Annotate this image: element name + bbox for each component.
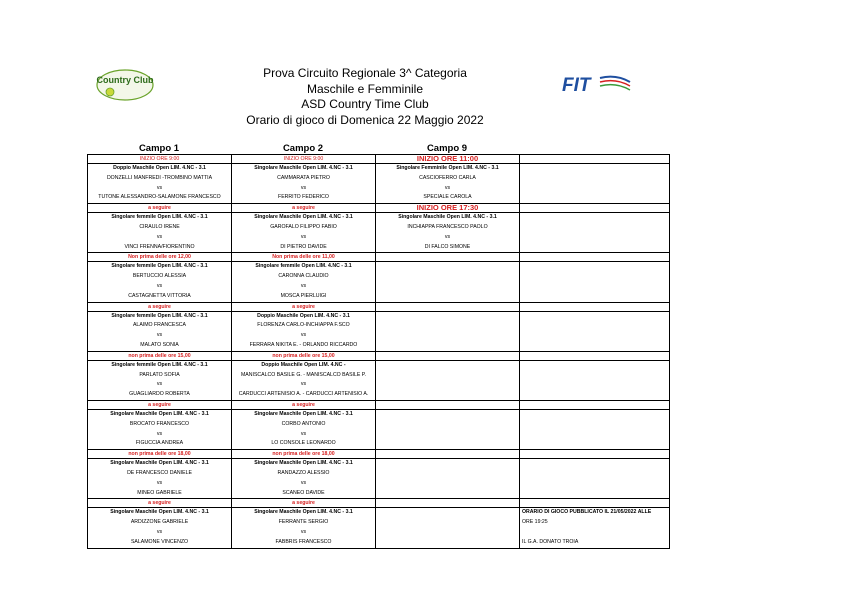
player-two: CARDUCCI ARTENISIO A. - CARDUCCI ARTENISIO A.: [238, 391, 369, 398]
separator-cell: [232, 400, 376, 409]
match-category: [522, 164, 669, 174]
match-cell: [520, 360, 670, 400]
match-category: [376, 459, 519, 469]
player-two: SPECIALE CAROLA: [423, 194, 472, 201]
versus-label: [522, 380, 669, 390]
title-line-2: Maschile e Femminile: [306, 81, 424, 96]
player-one: FERRANTE SERGIO: [278, 519, 329, 526]
match-category: [522, 262, 669, 272]
match-cell: [88, 164, 232, 204]
page-title: [200, 66, 530, 128]
versus-label: vs: [156, 184, 163, 191]
match-category: [376, 262, 519, 272]
separator-label: [376, 401, 519, 409]
player-one: FLORENZA CARLO-INCHIAPPA F.SCO: [257, 322, 350, 329]
separator-label: non prima delle ore 15,00: [128, 352, 191, 359]
player-two: [522, 193, 669, 203]
separator-label: a seguire: [292, 205, 315, 212]
match-category: Doppio Maschile Open LIM. 4.NC -: [261, 361, 346, 368]
versus-label: vs: [156, 332, 163, 339]
match-category: Singolare Maschile Open LIM. 4.NC - 3.1: [110, 509, 209, 516]
match-category: ORARIO DI GIOCO PUBBLICATO IL 21/05/2022 ALLE: [522, 509, 652, 516]
versus-label: vs: [300, 430, 307, 437]
player-two: [522, 243, 669, 253]
match-category: Singolare Maschile Open LIM. 4.NC - 3.1: [110, 460, 209, 467]
match-category: Singolare femmile Open LIM. 4.NC - 3.1: [111, 361, 208, 368]
match-cell: [520, 213, 670, 253]
title-line-4: Orario di gioco di Domenica 22 Maggio 2022: [246, 112, 484, 127]
player-one: [522, 223, 669, 233]
versus-label: [376, 528, 519, 538]
match-category: [376, 361, 519, 371]
player-two: [522, 489, 669, 499]
player-two: FERRARA NIKITA E. - ORLANDO RICCARDO: [249, 341, 358, 348]
start-time-label: INIZIO ORE 9:00: [139, 156, 180, 162]
separator-label: a seguire: [292, 303, 315, 310]
match-cell: [232, 164, 376, 204]
player-one: [376, 469, 519, 479]
match-category: [522, 459, 669, 469]
separator-row: [88, 302, 670, 311]
versus-label: [376, 479, 519, 489]
match-cell: [520, 508, 670, 548]
separator-row: [88, 400, 670, 409]
schedule-table: [87, 154, 670, 549]
match-cell: [232, 459, 376, 499]
player-one: BROCATO FRANCESCO: [129, 420, 190, 427]
match-row: [88, 213, 670, 253]
separator-label: a seguire: [148, 401, 171, 408]
start-time-label: INIZIO ORE 9:00: [283, 156, 324, 162]
separator-label: [376, 253, 519, 261]
title-line-3: ASD Country Time Club: [301, 97, 429, 111]
separator-label: a seguire: [292, 500, 315, 507]
match-cell: [232, 508, 376, 548]
match-row: [88, 508, 670, 548]
player-two: FERRITO FEDERICO: [278, 194, 329, 201]
player-two: [376, 439, 519, 449]
match-cell: [88, 311, 232, 351]
start-time-label: INIZIO ORE 11:00: [416, 154, 479, 163]
player-two: MALATO SONIA: [140, 341, 179, 348]
match-cell: [88, 459, 232, 499]
match-cell: [88, 508, 232, 548]
match-cell: [232, 360, 376, 400]
player-two: [376, 390, 519, 400]
separator-label: [376, 499, 519, 507]
player-two: SALAMONE VINCENZO: [130, 538, 189, 545]
start-time-cell: [88, 155, 232, 164]
match-category: Singolare femmile Open LIM. 4.NC - 3.1: [111, 263, 208, 270]
player-two: [522, 390, 669, 400]
match-cell: [520, 409, 670, 449]
separator-label: Non prima delle ore 12,00: [128, 254, 191, 261]
player-one: MANISCALCO BASILE G. - MANISCALCO BASILE P.: [240, 371, 367, 378]
player-one: DONZELLI MANFREDI -TROMBINO MATTIA: [106, 174, 213, 181]
player-one: CARONNA CLAUDIO: [278, 273, 329, 280]
player-two: LO CONSOLE LEONARDO: [271, 440, 336, 447]
country-club-logo: [96, 68, 154, 102]
versus-label: [522, 528, 669, 538]
fit-logo: [560, 72, 632, 96]
separator-cell: [520, 253, 670, 262]
match-category: Singolare Femminile Open LIM. 4.NC - 3.1: [396, 165, 499, 171]
column-header-campo-1: Campo 1: [138, 143, 180, 154]
versus-label: vs: [156, 282, 163, 289]
separator-cell: [520, 499, 670, 508]
player-one: [522, 469, 669, 479]
match-row: [88, 409, 670, 449]
match-category: [522, 361, 669, 371]
match-category: Singolare Maschile Open LIM. 4.NC - 3.1: [254, 509, 353, 516]
match-cell: [88, 409, 232, 449]
match-cell: [88, 262, 232, 302]
player-two: MOSCA PIERLUIGI: [280, 292, 327, 299]
match-category: [376, 410, 519, 420]
separator-cell: [520, 450, 670, 459]
match-category: [376, 312, 519, 322]
separator-label: a seguire: [292, 401, 315, 408]
column-header-campo-2: Campo 2: [282, 143, 324, 154]
column-header-campo-9: Campo 9: [426, 143, 468, 154]
match-cell: [376, 459, 520, 499]
player-one: BERTUCCIO ALESSIA: [132, 273, 187, 280]
player-one: [522, 420, 669, 430]
separator-cell: [88, 302, 232, 311]
separator-cell: [88, 204, 232, 213]
player-one: DE FRANCESCO DANIELE: [127, 469, 192, 476]
match-row: [88, 262, 670, 302]
separator-cell: [88, 351, 232, 360]
match-category: [522, 410, 669, 420]
separator-cell: [232, 351, 376, 360]
match-cell: [376, 409, 520, 449]
player-one: [522, 321, 669, 331]
versus-label: vs: [300, 233, 307, 240]
match-cell: [376, 213, 520, 253]
separator-label: [376, 303, 519, 311]
separator-cell: [376, 253, 520, 262]
player-one: [376, 272, 519, 282]
versus-label: [522, 184, 669, 194]
match-row: [88, 164, 670, 204]
separator-row: [88, 253, 670, 262]
match-category: [376, 508, 519, 518]
separator-label: non prima delle ore 18,00: [272, 451, 335, 458]
player-two: DI FALCO SIMONE: [424, 243, 471, 250]
match-cell: [232, 311, 376, 351]
separator-cell: [376, 351, 520, 360]
player-one: ORE 19:25: [522, 519, 548, 526]
separator-cell: [520, 302, 670, 311]
versus-label: [522, 430, 669, 440]
player-two: [522, 341, 669, 351]
player-one: CAMMARATA PIETRO: [277, 174, 330, 181]
player-one: [522, 371, 669, 381]
match-category: Singolare Maschile Open LIM. 4.NC - 3.1: [254, 214, 353, 221]
separator-label: Non prima delle ore 11,00: [272, 254, 335, 261]
separator-label: a seguire: [148, 500, 171, 507]
match-category: Doppio Maschile Open LIM. 4.NC - 3.1: [113, 165, 206, 171]
player-two: [376, 341, 519, 351]
versus-label: [376, 331, 519, 341]
player-one: CASCIOFERRO CARLA: [419, 174, 476, 181]
player-two: SCANEO DAVIDE: [282, 489, 325, 496]
player-two: [376, 538, 519, 548]
versus-label: vs: [300, 184, 307, 191]
match-cell: [376, 262, 520, 302]
versus-label: vs: [444, 184, 451, 191]
separator-label: a seguire: [148, 205, 171, 212]
player-one: GAROFALO FILIPPO FABIO: [270, 223, 337, 230]
match-cell: [376, 508, 520, 548]
match-category: Singolare Maschile Open LIM. 4.NC - 3.1: [254, 165, 353, 171]
separator-row: [88, 450, 670, 459]
player-one: PARLATO SOFIA: [139, 371, 180, 378]
separator-cell: [232, 450, 376, 459]
separator-cell: [232, 302, 376, 311]
player-two: FIGUCCIA ANDREA: [135, 440, 184, 447]
versus-label: vs: [156, 528, 163, 535]
match-row: [88, 459, 670, 499]
player-two: VINCI FRENNA/FIORENTINO: [124, 243, 195, 250]
match-category: Singolare femmile Open LIM. 4.NC - 3.1: [111, 214, 208, 221]
player-one: ALAIMO FRANCESCA: [132, 322, 187, 329]
separator-cell: [376, 499, 520, 508]
player-two: CASTAGNETTA VITTORIA: [128, 292, 191, 299]
versus-label: vs: [156, 381, 163, 388]
separator-cell: [520, 351, 670, 360]
match-category: Singolare Maschile Open LIM. 4.NC - 3.1: [110, 410, 209, 417]
match-cell: [232, 409, 376, 449]
separator-cell: [376, 400, 520, 409]
player-one: [376, 321, 519, 331]
player-one: RANDAZZO ALESSIO: [277, 469, 330, 476]
match-category: Singolare femmile Open LIM. 4.NC - 3.1: [111, 312, 208, 319]
start-time-cell: [520, 155, 670, 164]
versus-label: vs: [300, 332, 307, 339]
versus-label: [522, 282, 669, 292]
separator-label: a seguire: [148, 303, 171, 310]
match-row: [88, 311, 670, 351]
match-category: Singolare Maschile Open LIM. 4.NC - 3.1: [398, 214, 497, 221]
player-one: CORBO ANTONIO: [281, 420, 326, 427]
match-cell: [520, 311, 670, 351]
versus-label: [376, 430, 519, 440]
match-cell: [88, 360, 232, 400]
player-one: [522, 174, 669, 184]
player-one: [522, 272, 669, 282]
versus-label: vs: [300, 381, 307, 388]
match-category: Singolare Maschile Open LIM. 4.NC - 3.1: [254, 410, 353, 417]
player-two: [522, 292, 669, 302]
separator-cell: [232, 253, 376, 262]
match-category: Doppio Maschile Open LIM. 4.NC - 3.1: [257, 312, 350, 319]
start-time-cell: [376, 155, 520, 164]
start-time-cell: [232, 155, 376, 164]
player-two: FABBRIS FRANCESCO: [275, 538, 332, 545]
separator-label: [376, 450, 519, 458]
separator-cell: [232, 204, 376, 213]
player-two: [522, 439, 669, 449]
versus-label: vs: [300, 479, 307, 486]
separator-row: [88, 351, 670, 360]
match-row: [88, 360, 670, 400]
match-cell: [88, 213, 232, 253]
versus-label: [376, 380, 519, 390]
match-cell: [376, 360, 520, 400]
match-category: Singolare Maschile Open LIM. 4.NC - 3.1: [254, 460, 353, 467]
player-two: DI PIETRO DAVIDE: [280, 243, 327, 250]
versus-label: vs: [156, 479, 163, 486]
versus-label: vs: [444, 233, 451, 240]
match-cell: [376, 311, 520, 351]
title-line-1: Prova Circuito Regionale 3^ Categoria: [263, 66, 467, 80]
separator-row: [88, 204, 670, 213]
player-two: GUAGLIARDO ROBERTA: [129, 391, 190, 398]
player-two: [376, 292, 519, 302]
player-two: [376, 489, 519, 499]
separator-label: INIZIO ORE 17:30: [416, 203, 479, 213]
match-cell: [232, 213, 376, 253]
start-time-row: [88, 155, 670, 164]
separator-cell: [376, 302, 520, 311]
match-cell: [232, 262, 376, 302]
separator-cell: [376, 204, 520, 213]
match-category: [522, 213, 669, 223]
separator-label: non prima delle ore 18,00: [128, 451, 191, 458]
svg-text:FIT: FIT: [562, 75, 591, 96]
svg-text:Country Club: Country Club: [96, 75, 154, 85]
player-one: INCHIAPPA FRANCESCO PAOLO: [407, 223, 488, 230]
separator-label: non prima delle ore 15,00: [272, 352, 335, 359]
separator-cell: [520, 400, 670, 409]
versus-label: vs: [156, 233, 163, 240]
separator-row: [88, 499, 670, 508]
player-one: [376, 371, 519, 381]
match-cell: [520, 459, 670, 499]
separator-cell: [232, 499, 376, 508]
player-one: [376, 518, 519, 528]
match-cell: [520, 164, 670, 204]
match-category: [522, 312, 669, 322]
separator-cell: [520, 204, 670, 213]
player-two: MINEO GABRIELE: [137, 489, 182, 496]
match-cell: [376, 164, 520, 204]
separator-cell: [88, 253, 232, 262]
versus-label: [522, 233, 669, 243]
versus-label: [376, 282, 519, 292]
match-category: Singolare femmile Open LIM. 4.NC - 3.1: [255, 263, 352, 270]
separator-cell: [376, 450, 520, 459]
player-two: IL G.A. DONATO TROIA: [522, 538, 579, 545]
separator-cell: [88, 499, 232, 508]
separator-cell: [88, 400, 232, 409]
versus-label: vs: [300, 282, 307, 289]
versus-label: vs: [300, 528, 307, 535]
player-one: ARDIZZONE GABRIELE: [130, 519, 189, 526]
versus-label: [522, 479, 669, 489]
versus-label: [522, 331, 669, 341]
player-one: [376, 420, 519, 430]
separator-cell: [88, 450, 232, 459]
match-cell: [520, 262, 670, 302]
player-one: CIRAULO IRENE: [139, 223, 180, 230]
separator-label: [376, 352, 519, 360]
player-two: TUTONE ALESSANDRO-SALAMONE FRANCESCO: [98, 194, 221, 201]
versus-label: vs: [156, 430, 163, 437]
